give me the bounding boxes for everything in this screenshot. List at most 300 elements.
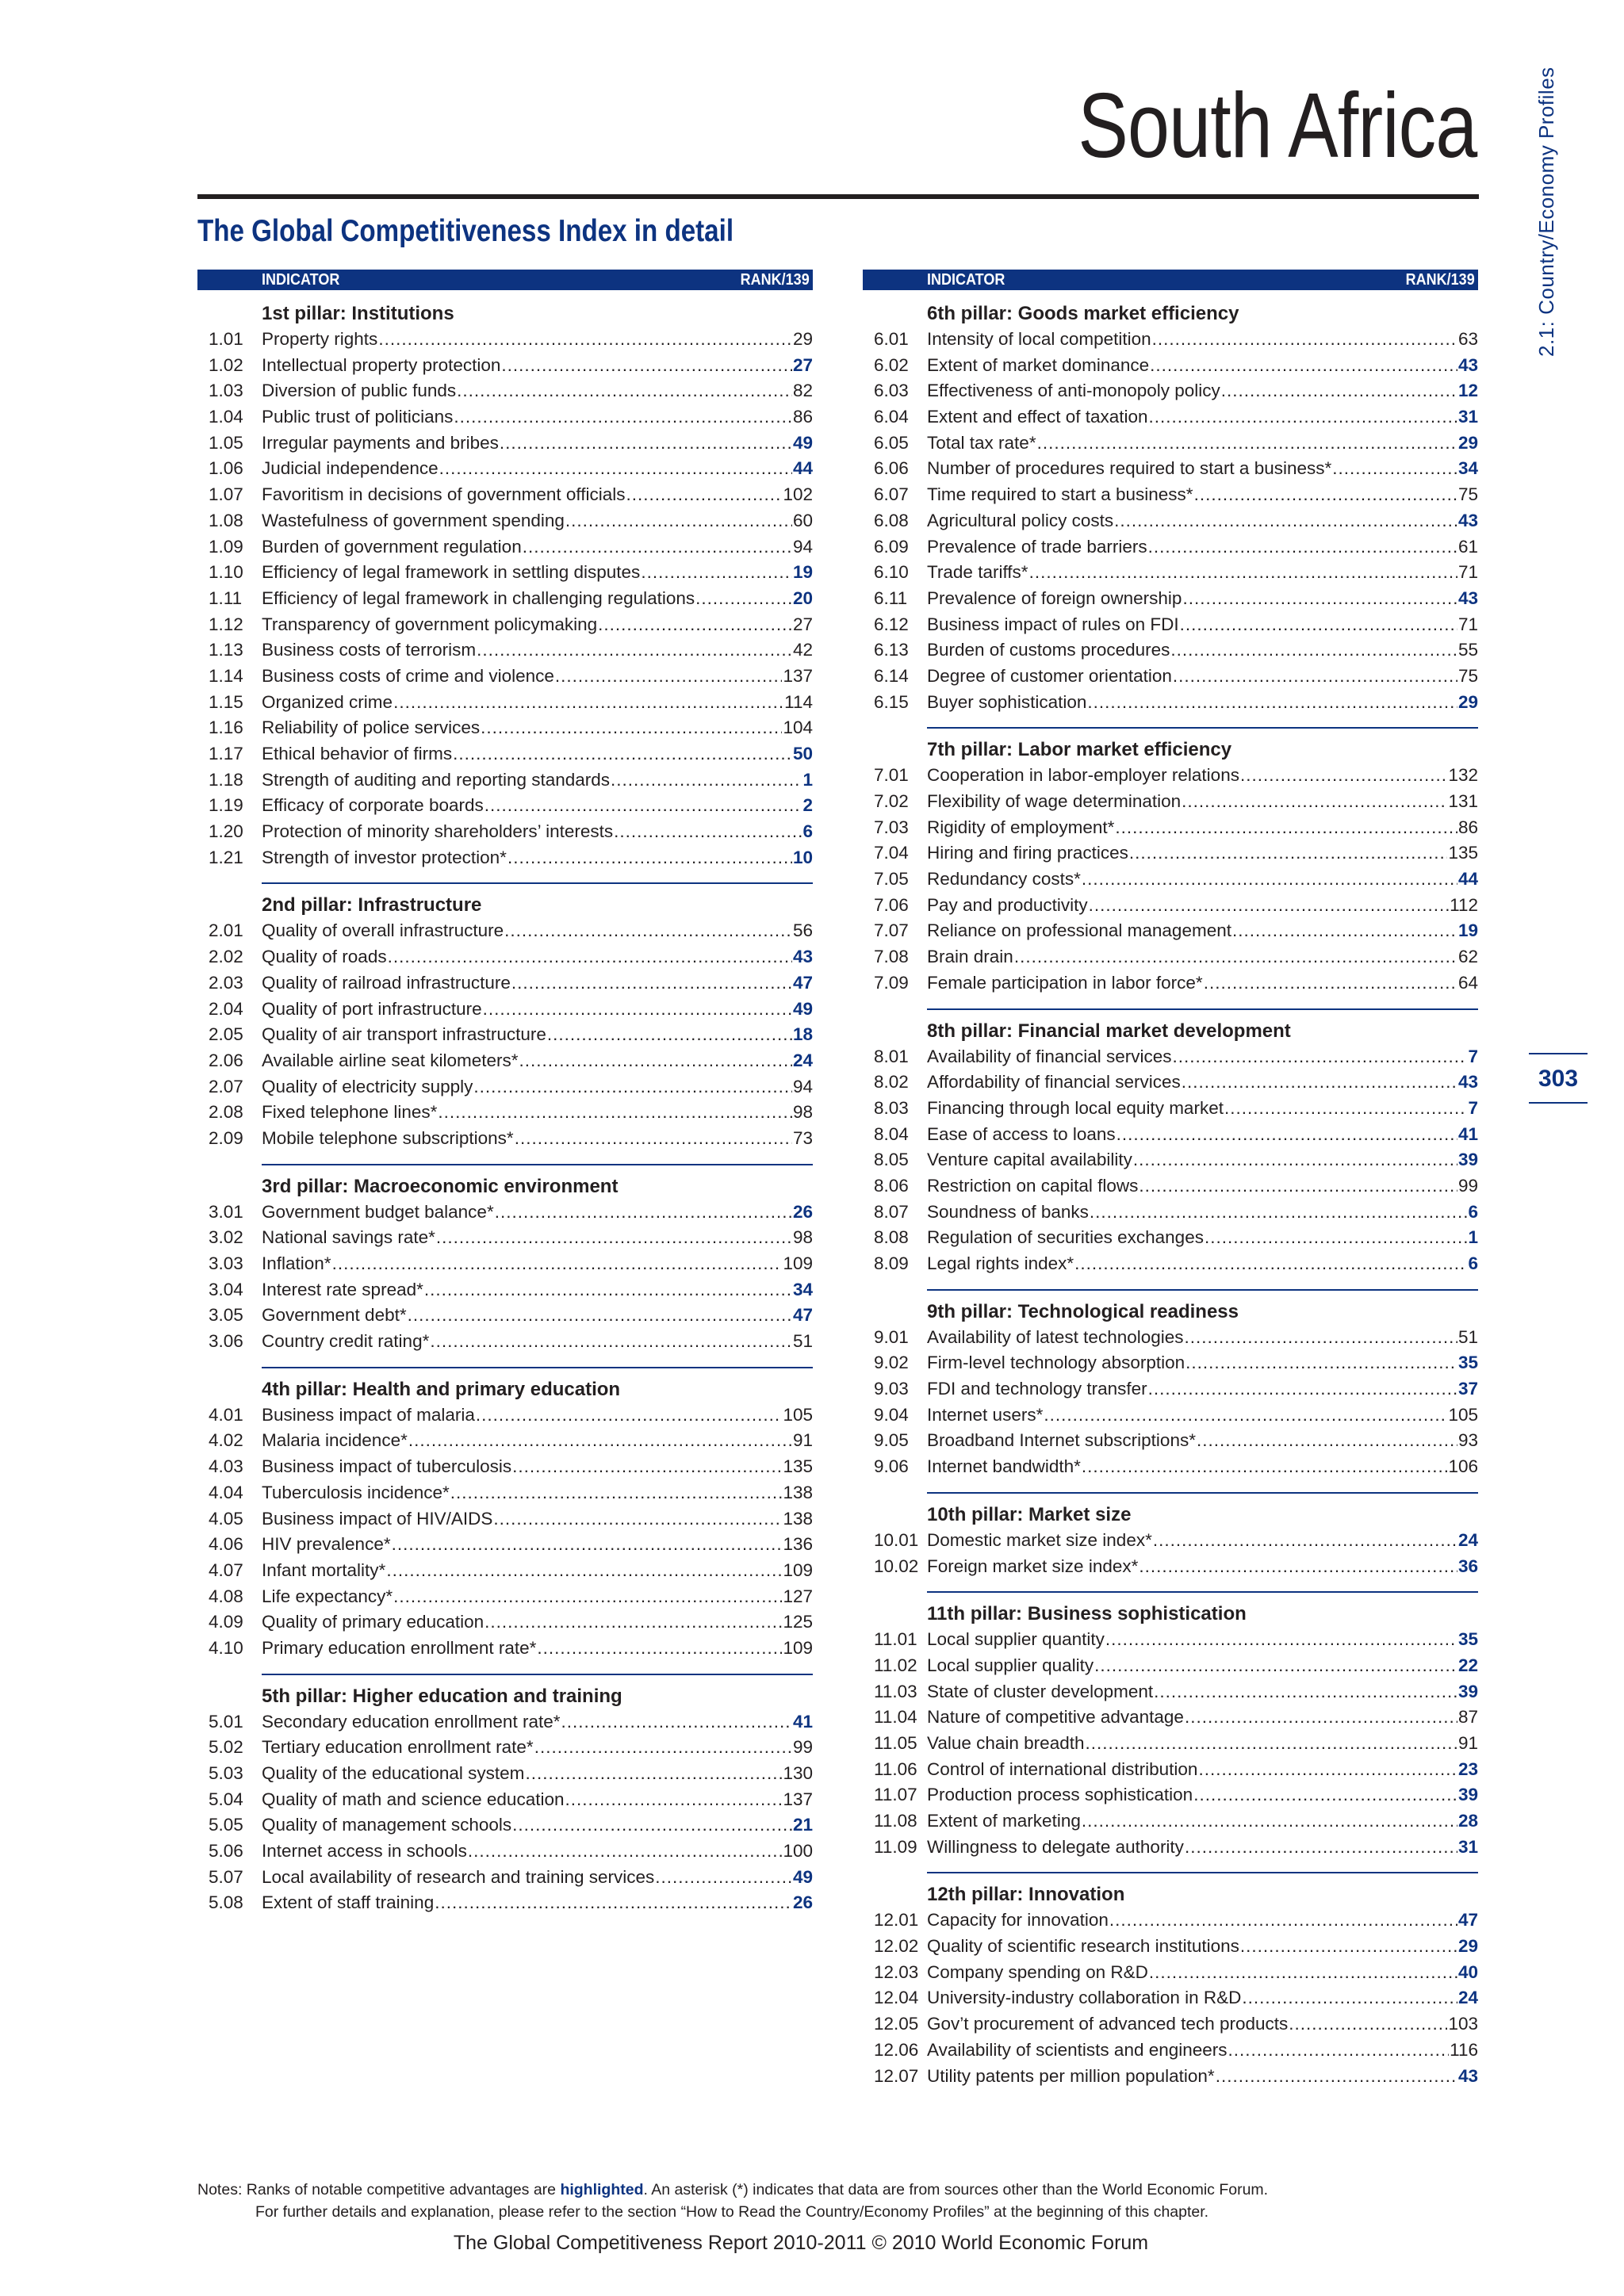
indicator-code: 5.06 [209,1841,243,1862]
indicator-name: Flexibility of wage determination [927,791,1182,811]
indicator-name: Malaria incidence* [262,1430,408,1451]
dot-leader [1094,1653,1457,1679]
indicator-code: 7.02 [874,791,909,811]
indicator-code: 12.02 [874,1936,919,1957]
indicator-rank: 49 [792,1866,813,1887]
indicator-row [863,1200,1478,1226]
dot-leader [515,1126,792,1152]
dot-leader [1182,586,1457,612]
pillar-title: 9th pillar: Technological readiness [927,1300,1239,1322]
indicator-name: Cooperation in labor-employer relations [927,765,1239,786]
dot-leader [1242,1985,1457,2011]
indicator-rank: 94 [792,536,813,557]
indicator-rank: 75 [1457,484,1478,505]
indicator-name: Company spending on R&D [927,1961,1148,1982]
dot-leader [1170,637,1457,664]
indicator-row [197,715,813,741]
indicator-rank: 21 [792,1815,813,1835]
indicator-name: Trade tariffs* [927,562,1028,583]
indicator-row [197,378,813,404]
dot-leader [424,1277,792,1303]
indicator-name: Value chain breadth [927,1732,1085,1753]
indicator-row [863,1428,1478,1454]
pillar-title: 11th pillar: Business sophistication [927,1603,1247,1625]
indicator-rank: 28 [1457,1811,1478,1831]
indicator-rank: 135 [783,1456,813,1477]
indicator-row [197,508,813,534]
dot-leader [435,1890,792,1916]
indicator-code: 1.07 [209,484,243,505]
indicator-row [863,482,1478,508]
dot-leader [386,1558,782,1584]
indicator-code: 12.05 [874,2014,919,2034]
indicator-row [197,1428,813,1454]
indicator-name: Ethical behavior of firms [262,744,453,763]
indicator-code: 5.05 [209,1815,243,1835]
dot-leader [1082,1454,1448,1480]
indicator-code: 8.04 [874,1123,909,1144]
indicator-row [863,327,1478,353]
indicator-code: 1.18 [209,769,243,790]
dot-leader [1116,1122,1457,1148]
indicator-name: Availability of scientists and engineers [927,2039,1228,2060]
indicator-row [197,1251,813,1277]
indicator-code: 7.08 [874,947,909,967]
indicator-code: 1.06 [209,458,243,479]
right-pillars [863,300,1478,2089]
indicator-code: 7.07 [874,920,909,941]
indicator-rank: 24 [792,1050,813,1070]
dot-leader [1240,763,1447,789]
indicator-rank: 94 [792,1076,813,1096]
indicator-code: 4.01 [209,1404,243,1425]
indicator-name: Local availability of research and training services [262,1866,655,1887]
indicator-row [197,845,813,871]
page-number-rule-bottom [1529,1102,1588,1104]
indicator-code: 5.02 [209,1737,243,1758]
indicator-row [863,763,1478,789]
indicator-row [863,918,1478,944]
indicator-rank: 98 [792,1102,813,1123]
indicator-code: 11.01 [874,1629,917,1650]
indicator-code: 11.03 [874,1681,917,1701]
dot-leader [439,456,792,482]
indicator-name: Venture capital availability [927,1150,1132,1170]
indicator-code: 2.08 [209,1102,243,1123]
indicator-code: 1.05 [209,432,243,453]
dot-leader [454,404,792,430]
indicator-row [863,1528,1478,1554]
indicator-code: 9.04 [874,1404,909,1425]
indicator-code: 7.03 [874,817,909,837]
indicator-name: Effectiveness of anti-monopoly policy [927,381,1220,401]
indicator-code: 6.02 [874,354,909,375]
dot-leader [561,1709,791,1735]
indicator-row [197,586,813,612]
indicator-row [197,1636,813,1662]
indicator-name: Quality of air transport infrastructure [262,1024,546,1045]
indicator-rank: 47 [792,972,813,993]
indicator-name: Government budget balance* [262,1201,494,1222]
indicator-code: 12.06 [874,2039,919,2060]
indicator-name: Buyer sophistication [927,691,1087,712]
indicator-rank: 116 [1450,2039,1478,2060]
indicator-rank: 42 [792,640,813,660]
indicator-name: State of cluster development [927,1681,1154,1701]
indicator-code: 6.01 [874,329,909,349]
indicator-name: Availability of latest technologies [927,1326,1184,1347]
indicator-rank: 43 [792,947,813,967]
indicator-name: Production process sophistication [927,1785,1193,1805]
dot-leader [1082,1808,1457,1835]
indicator-row [863,1731,1478,1757]
indicator-code: 1.17 [209,744,243,763]
indicator-name: Fixed telephone lines* [262,1102,438,1123]
indicator-row [863,586,1478,612]
indicator-code: 1.04 [209,407,243,427]
indicator-row [197,1761,813,1787]
indicator-code: 1.20 [209,821,243,842]
dot-leader [476,1402,783,1429]
indicator-row [863,378,1478,404]
indicator-code: 6.09 [874,536,909,557]
dot-leader [1085,1731,1457,1757]
pillar-section [874,727,1478,996]
indicator-rank: 24 [1457,1529,1478,1550]
dot-leader [393,1584,782,1610]
pillar-title: 5th pillar: Higher education and training [262,1685,622,1707]
right-column-header [863,270,1478,290]
indicator-code: 8.07 [874,1201,909,1222]
notes-line1-rest: . An asterisk (*) indicates that data are from sources other than the World Economic Forum. [643,2181,1269,2198]
dot-leader [1152,327,1457,353]
indicator-row [863,1070,1478,1096]
pillar-section [863,300,1478,715]
indicator-code: 2.02 [209,947,243,967]
dot-leader [1194,482,1457,508]
indicator-code: 4.05 [209,1508,243,1529]
pillar-title: 8th pillar: Financial market development [927,1020,1291,1042]
indicator-code: 6.10 [874,562,909,583]
indicator-name: Local supplier quality [927,1655,1094,1675]
pillar-title: 4th pillar: Health and primary education [262,1378,621,1400]
dot-leader [393,690,783,716]
indicator-code: 8.06 [874,1175,909,1196]
indicator-rank: 7 [1468,1097,1478,1118]
indicator-row [197,944,813,970]
indicator-rank: 130 [783,1763,813,1783]
indicator-code: 12.04 [874,1988,919,2008]
indicator-row [197,793,813,819]
indicator-code: 11.02 [874,1655,917,1675]
indicator-rank: 49 [792,998,813,1019]
indicator-rank: 99 [792,1737,813,1758]
indicator-row [863,1757,1478,1783]
indicator-code: 11.09 [874,1836,917,1857]
indicator-row [197,1890,813,1916]
pillar-section [209,882,813,1151]
indicator-row [863,690,1478,716]
indicator-name: Extent of market dominance [927,354,1150,375]
indicator-rank: 135 [1448,843,1478,863]
indicator-name: Tuberculosis incidence* [262,1482,450,1502]
indicator-code: 7.05 [874,869,909,890]
indicator-row [197,690,813,716]
dot-leader [537,1636,782,1662]
pillar-title: 7th pillar: Labor market efficiency [927,739,1232,761]
indicator-row [197,534,813,561]
dot-leader [1221,378,1457,404]
indicator-row [197,918,813,944]
indicator-name: Burden of customs procedures [927,640,1170,660]
dot-leader [1172,1044,1467,1070]
dot-leader [408,1303,792,1329]
dot-leader [1139,1554,1457,1580]
indicator-rank: 43 [1457,2065,1478,2086]
indicator-name: Nature of competitive advantage [927,1707,1184,1728]
pillar-title: 12th pillar: Innovation [927,1884,1125,1906]
indicator-row [197,1532,813,1558]
indicator-name: Capacity for innovation [927,1910,1109,1931]
indicator-rank: 86 [1457,817,1478,837]
indicator-name: Business impact of rules on FDI [927,614,1179,634]
indicator-code: 11.08 [874,1811,917,1831]
indicator-rank: 36 [1457,1556,1478,1576]
indicator-row [197,327,813,353]
dot-leader [534,1735,792,1761]
indicator-code: 1.03 [209,381,243,401]
dot-leader [1109,1908,1457,1934]
indicator-name: Business costs of crime and violence [262,665,554,686]
indicator-name: Government debt* [262,1305,407,1326]
indicator-name: Redundancy costs* [927,869,1081,890]
dot-leader [477,637,792,664]
indicator-code: 11.05 [874,1732,917,1753]
indicator-rank: 138 [783,1508,813,1529]
indicator-row [197,1609,813,1636]
indicator-code: 1.09 [209,536,243,557]
indicator-name: Infant mortality* [262,1559,386,1580]
dot-leader [555,664,783,690]
indicator-name: Public trust of politicians [262,407,454,427]
dot-leader [655,1865,792,1891]
dot-leader [611,767,802,794]
indicator-rank: 47 [792,1305,813,1326]
indicator-name: Transparency of government policymaking [262,614,598,634]
indicator-rank: 109 [783,1253,813,1273]
indicator-row [197,353,813,379]
dot-leader [483,997,792,1023]
indicator-rank: 12 [1457,381,1478,401]
dot-leader [1014,944,1457,970]
indicator-rank: 39 [1457,1681,1478,1701]
indicator-code: 10.01 [874,1529,919,1550]
dot-leader [626,482,783,508]
indicator-row [863,1627,1478,1653]
indicator-name: HIV prevalence* [262,1534,391,1555]
indicator-name: Soundness of banks [927,1201,1089,1222]
indicator-code: 2.06 [209,1050,243,1070]
section-title: The Global Competitiveness Index in detail [197,214,734,248]
indicator-rank: 51 [1457,1326,1478,1347]
indicator-row [863,2038,1478,2064]
indicator-code: 1.02 [209,354,243,375]
indicator-row [197,1584,813,1610]
indicator-name: Female participation in labor force* [927,972,1203,993]
indicator-rank: 105 [783,1404,813,1425]
indicator-name: Quality of primary education [262,1612,485,1632]
indicator-name: Internet access in schools [262,1841,467,1862]
indicator-name: Business impact of tuberculosis [262,1456,512,1477]
indicator-row [863,1147,1478,1173]
indicator-code: 11.04 [874,1707,917,1728]
indicator-rank: 87 [1457,1707,1478,1728]
indicator-rank: 73 [792,1127,813,1148]
indicator-code: 1.16 [209,718,243,738]
indicator-name: Business impact of HIV/AIDS [262,1508,493,1529]
dot-leader [1197,1428,1457,1454]
indicator-code: 2.07 [209,1076,243,1096]
indicator-row [863,1350,1478,1376]
indicator-rank: 91 [792,1430,813,1451]
indicator-row [863,1934,1478,1960]
indicator-rank: 34 [1457,458,1478,479]
dot-leader [1182,789,1447,815]
dot-leader [1289,2011,1447,2038]
indicator-name: Utility patents per million population* [927,2065,1215,2086]
indicator-rank: 35 [1457,1629,1478,1650]
dot-leader [1232,918,1457,944]
indicator-name: Rigidity of employment* [927,817,1115,837]
indicator-rank: 29 [1457,1936,1478,1957]
indicator-rank: 93 [1457,1430,1478,1451]
indicator-row [863,560,1478,586]
indicator-name: Intellectual property protection [262,354,501,375]
indicator-rank: 62 [1457,947,1478,967]
indicator-name: Broadband Internet subscriptions* [927,1430,1196,1451]
indicator-code: 3.01 [209,1201,243,1222]
notes-highlight-word: highlighted [560,2181,644,2198]
indicator-rank: 104 [783,718,813,738]
indicator-code: 4.07 [209,1559,243,1580]
indicator-rank: 41 [1457,1123,1478,1144]
dot-leader [598,612,792,638]
indicator-name: Inflation* [262,1253,331,1273]
dot-leader [519,1048,792,1074]
indicator-rank: 137 [783,1789,813,1809]
dot-leader [468,1839,783,1865]
indicator-code: 6.13 [874,640,909,660]
dot-leader [1115,815,1457,841]
indicator-code: 8.05 [874,1150,909,1170]
indicator-name: Willingness to delegate authority [927,1836,1184,1857]
dot-leader [512,1812,792,1839]
indicator-name: Internet users* [927,1404,1044,1425]
indicator-rank: 49 [792,432,813,453]
indicator-row [197,404,813,430]
indicator-code: 3.03 [209,1253,243,1273]
dot-leader [473,1074,792,1100]
page-number-box [1529,1053,1588,1104]
indicator-code: 2.05 [209,1024,243,1045]
dot-leader [1173,664,1457,690]
indicator-name: Available airline seat kilometers* [262,1050,519,1070]
indicator-row [863,1653,1478,1679]
indicator-rank: 102 [783,484,813,505]
indicator-name: Primary education enrollment rate* [262,1637,537,1658]
indicator-code: 5.01 [209,1711,243,1732]
indicator-rank: 19 [792,562,813,583]
indicator-row [863,815,1478,841]
indicator-code: 4.08 [209,1586,243,1606]
dot-leader [1180,612,1457,638]
dot-leader [430,1329,792,1355]
indicator-code: 6.05 [874,432,909,453]
indicator-code: 1.10 [209,562,243,583]
indicator-row [863,1044,1478,1070]
dot-leader [392,1532,783,1558]
indicator-code: 5.07 [209,1866,243,1887]
indicator-row [863,534,1478,561]
indicator-rank: 60 [792,510,813,530]
dot-leader [1205,1225,1468,1251]
indicator-row [863,1985,1478,2011]
indicator-name: Degree of customer orientation [927,665,1172,686]
dot-leader [695,586,792,612]
indicator-rank: 56 [792,920,813,941]
indicator-code: 4.02 [209,1430,243,1451]
indicator-row [863,1173,1478,1200]
indicator-name: Judicial independence [262,458,439,479]
indicator-code: 1.15 [209,691,243,712]
indicator-row [863,1096,1478,1122]
indicator-code: 12.01 [874,1910,919,1931]
indicator-name: Time required to start a business* [927,484,1193,505]
indicator-code: 5.03 [209,1763,243,1783]
indicator-row [863,840,1478,867]
dot-leader [438,1100,792,1126]
indicator-name: Number of procedures required to start a business* [927,458,1332,479]
indicator-rank: 106 [1448,1456,1478,1477]
indicator-rank: 6 [802,821,813,842]
dot-leader [332,1251,783,1277]
dot-leader [1332,456,1457,482]
indicator-rank: 109 [783,1637,813,1658]
indicator-name: Business impact of malaria [262,1404,475,1425]
indicator-name: Reliance on professional management [927,920,1231,941]
indicator-row [197,1787,813,1813]
indicator-rank: 1 [1468,1227,1478,1248]
indicator-row [863,1122,1478,1148]
indicator-name: Mobile telephone subscriptions* [262,1127,514,1148]
indicator-name: Protection of minority shareholders’ interests [262,821,614,842]
indicator-code: 1.11 [209,587,243,608]
indicator-row [197,1709,813,1735]
dot-leader [1148,534,1457,561]
indicator-code: 3.06 [209,1331,243,1352]
indicator-row [863,1454,1478,1480]
indicator-rank: 114 [784,691,813,712]
notes-prefix: Notes: Ranks of notable competitive advantages are [197,2181,561,2198]
pillar-section [209,1367,813,1662]
indicator-code: 6.15 [874,691,909,712]
indicator-row [863,1835,1478,1861]
indicator-code: 2.04 [209,998,243,1019]
indicator-code: 9.03 [874,1379,909,1399]
indicator-name: Prevalence of trade barriers [927,536,1147,557]
indicator-rank: 138 [783,1482,813,1502]
country-title: South Africa [1077,74,1477,177]
